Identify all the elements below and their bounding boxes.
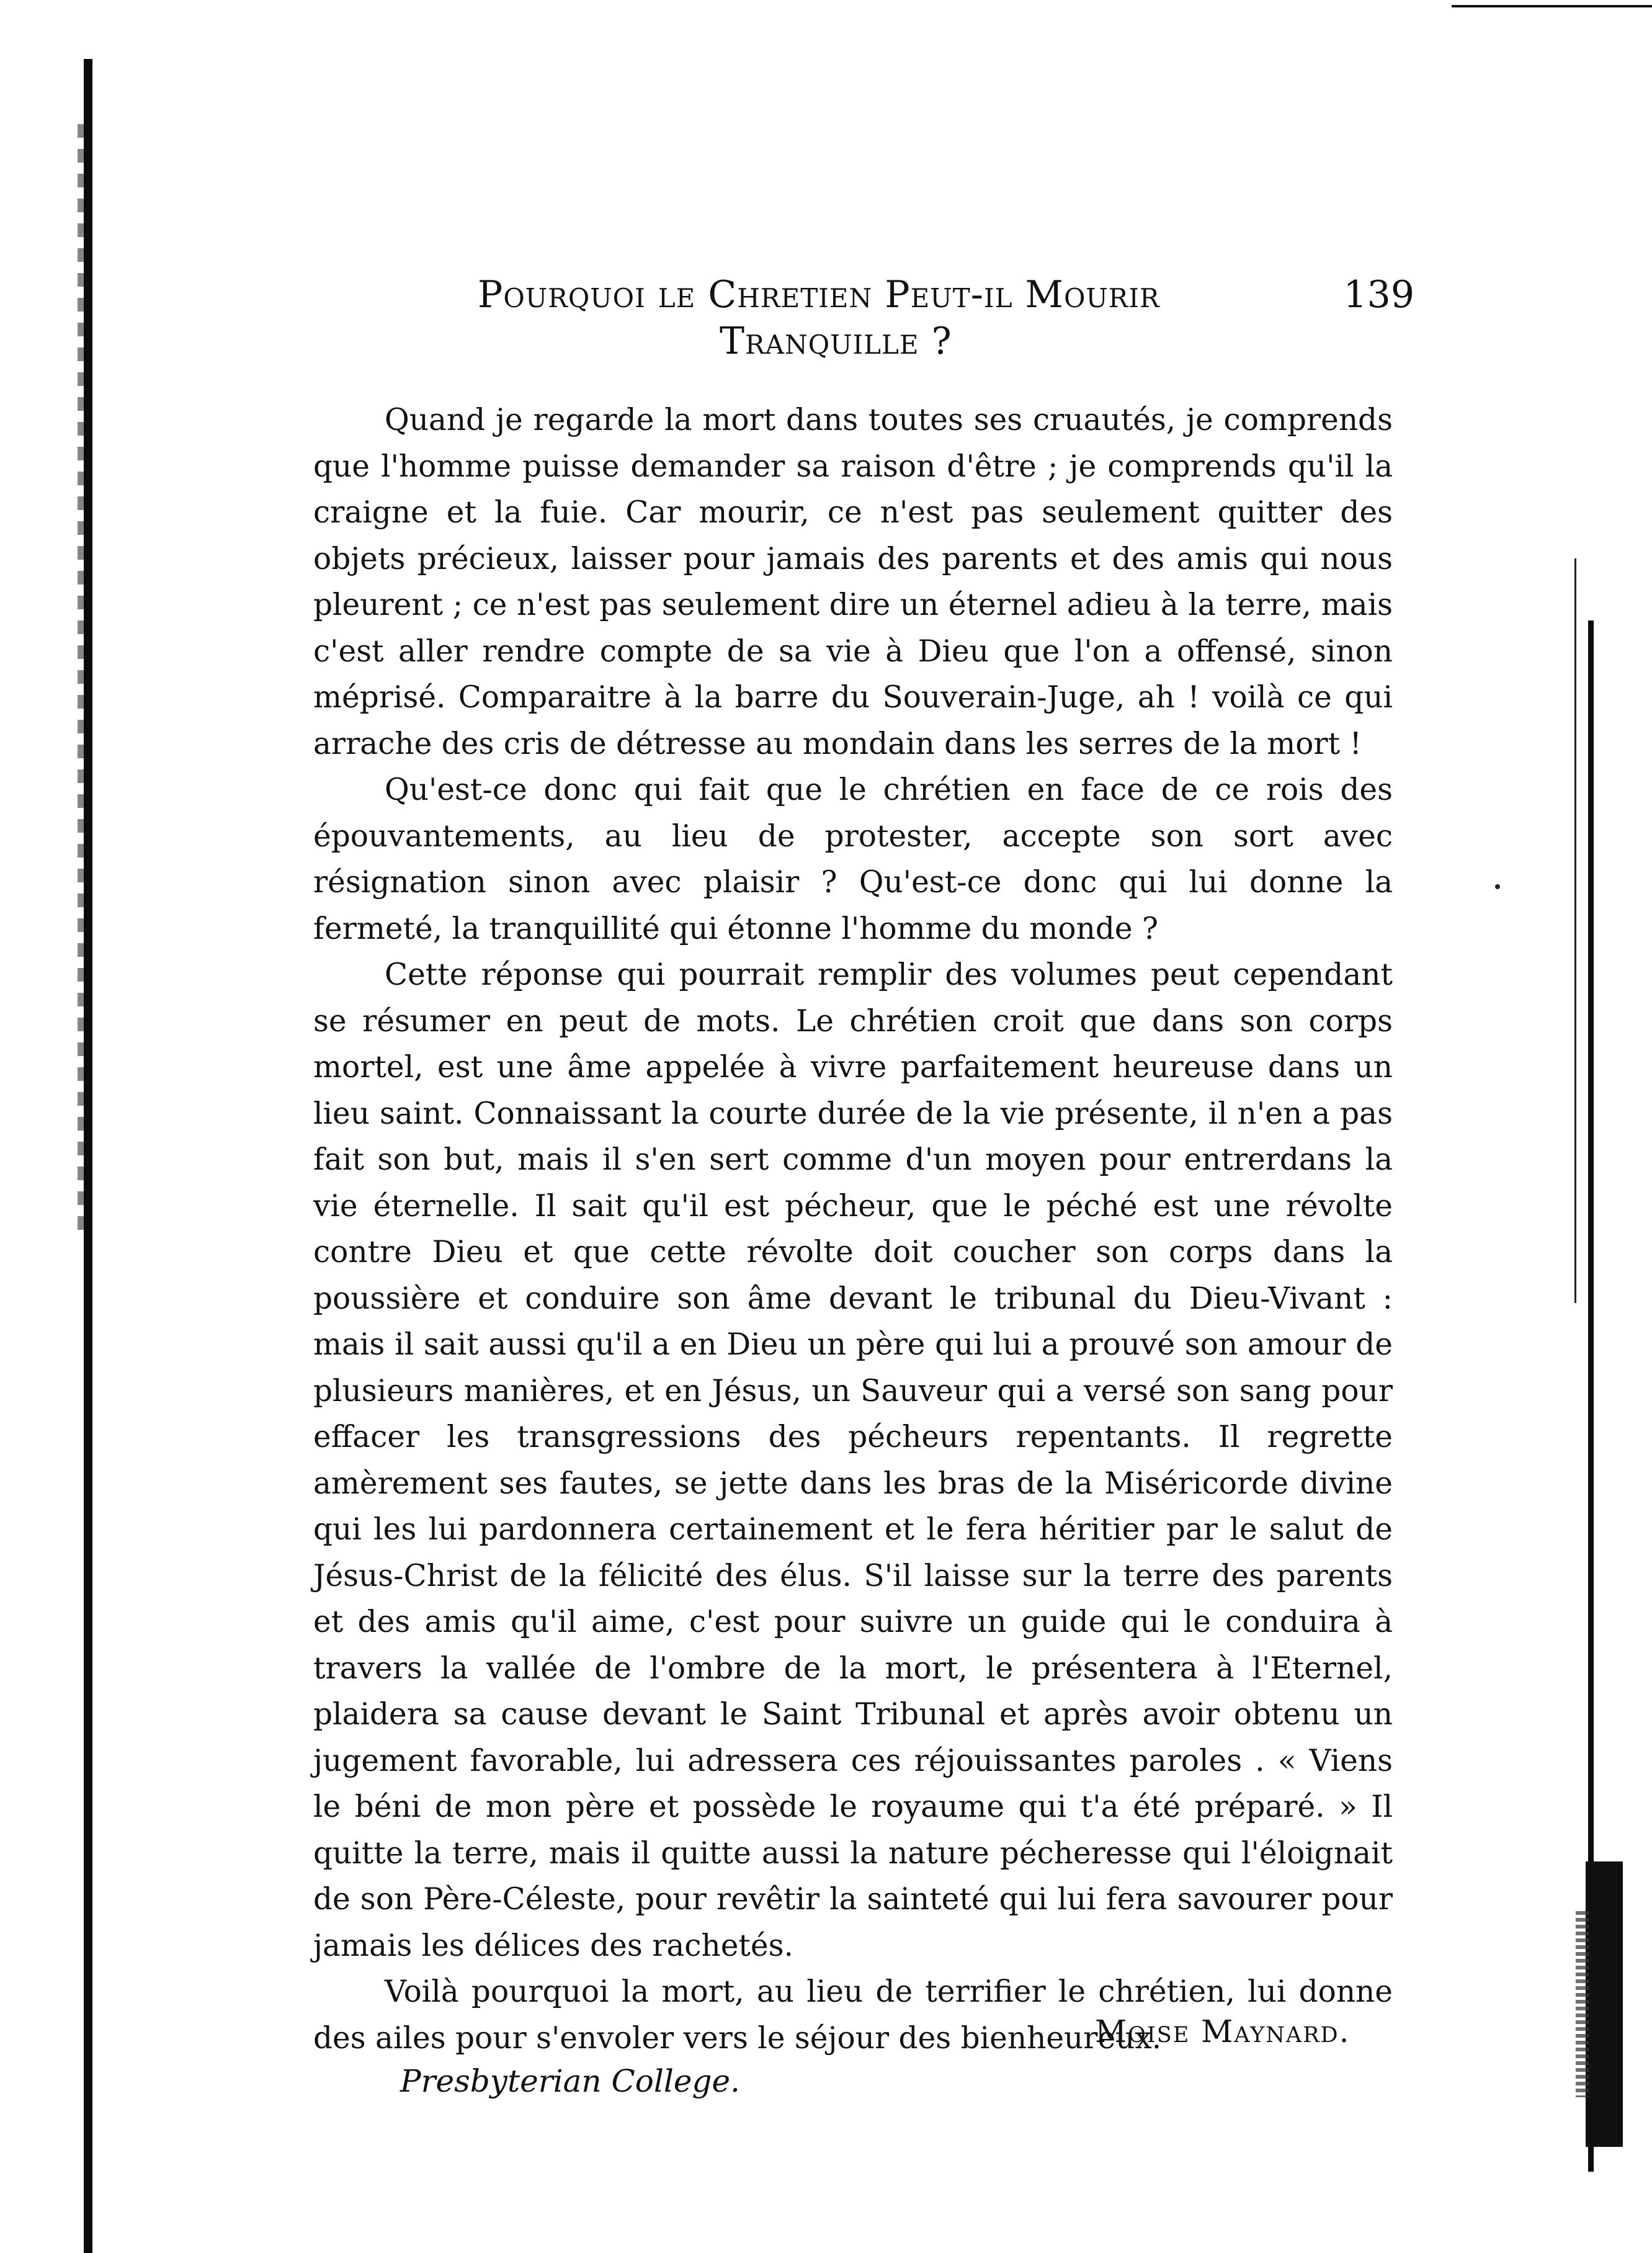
- paragraph: Voilà pourquoi la mort, au lieu de terrifier le chrétien, lui donne des ailes pour s'envoler vers le séjour des bienheureux.: [313, 1974, 1393, 2056]
- article-body: [313, 397, 1393, 2061]
- page-number: 139: [1343, 273, 1414, 316]
- scan-left-edge: [84, 59, 92, 2253]
- paragraph: Cette réponse qui pourrait remplir des volumes peut cependant se résumer en peut de mots. Le chrétien croit que dans son corps mortel, est une âme appelée à vivre parfaitement heureuse dans un lieu saint. Connaissant la courte durée de la vie présente, il n'en a pas fait son but, mais il s'en sert comme d'un moyen pour entrerdans la vie éternelle. Il sait qu'il est pécheur, que le péché est une révolte contre Dieu et que cette révolte doit coucher son corps dans la poussière et conduire son âme devant le tribunal du Dieu-Vivant : mais il sait aussi qu'il a en Dieu un père qui lui a prouvé son amour de plusieurs manières, et en Jésus, un Sauveur qui a versé son sang pour effacer les transgressions des pécheurs repentants. Il regrette amèrement ses fautes, se jette dans les bras de la Miséricorde divine qui les lui pardonnera certainement et le fera héritier par le salut de Jésus-Christ de la félicité des élus. S'il laisse sur la terre des parents et des amis qu'il aime, c'est pour suivre un guide qui le conduira à travers la vallée de l'ombre de la mort, le présentera à l'Eternel, plaidera sa cause devant le Saint Tribunal et après avoir obtenu un jugement favorable, lui adressera ces réjouissantes paroles . « Viens le béni de mon père et possède le royaume qui t'a été préparé. » Il quitte la terre, mais il quitte aussi la nature pécheresse qui l'éloignait de son Père-Céleste, pour revêtir la sainteté qui lui fera savourer pour jamais les délices des rachetés.: [313, 957, 1393, 1963]
- author-signature: Moise Maynard.: [1095, 2013, 1351, 2049]
- scan-speck: [1495, 884, 1500, 889]
- scan-top-rule: [1452, 5, 1652, 7]
- paragraph: Qu'est-ce donc qui fait que le chrétien en face de ce rois des épouvantements, au lieu de protester, accepte son sort avec résignation sinon avec plaisir ? Qu'est-ce donc qui lui donne la fermeté, la tranquillité qui étonne l'homme du monde ?: [313, 773, 1393, 946]
- running-head: [310, 273, 1414, 397]
- scan-right-edge-heavy: [1586, 1861, 1623, 2147]
- author-affiliation: Presbyterian College.: [400, 2063, 740, 2099]
- scan-right-thin-line: [1574, 558, 1576, 1303]
- scan-right-edge-noise: [1576, 1911, 1589, 2097]
- paragraph: Quand je regarde la mort dans toutes ses cruautés, je comprends que l'homme puisse demander sa raison d'être ; je comprends qu'il la craigne et la fuie. Car mourir, ce n'est pas seulement quitter des objets précieux, laisser pour jamais des parents et des amis qui nous pleurent ; ce n'est pas seulement dire un éternel adieu à la terre, mais c'est aller rendre compte de sa vie à Dieu que l'on a offensé, sinon méprisé. Comparaitre à la barre du Souverain-Juge, ah ! voilà ce qui arrache des cris de détresse au mondain dans les serres de la mort !: [313, 403, 1393, 761]
- scan-left-edge-noise: [78, 124, 84, 1241]
- page-title-line-2: Tranquille ?: [720, 320, 952, 363]
- page-title-line-1: Pourquoi le Chretien Peut-il Mourir: [478, 273, 1160, 316]
